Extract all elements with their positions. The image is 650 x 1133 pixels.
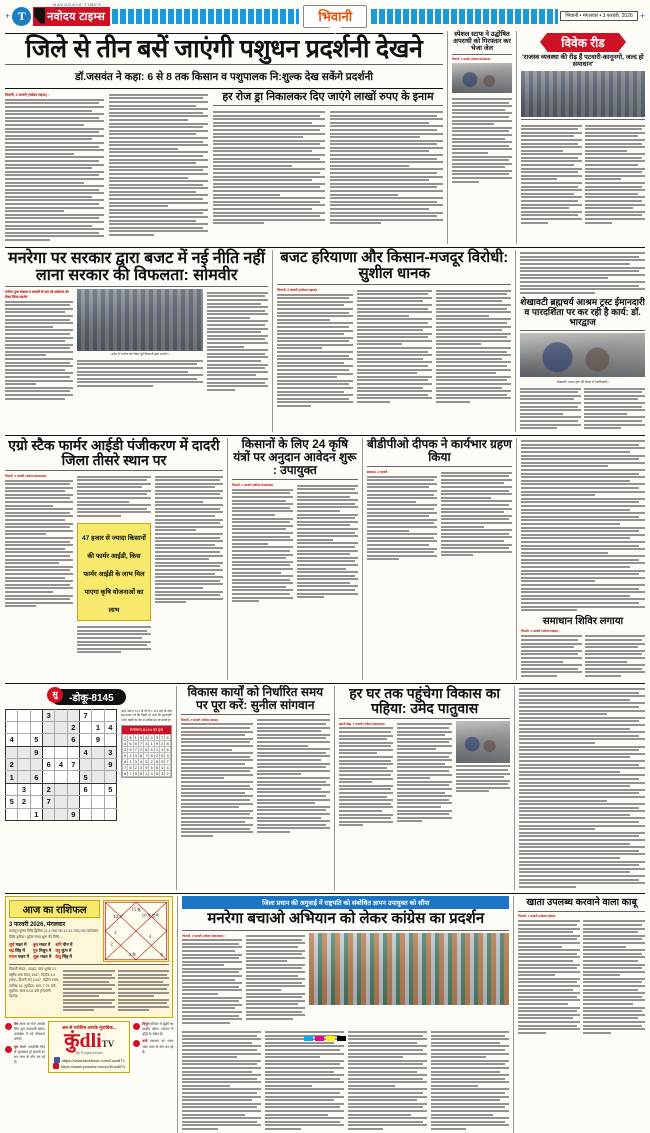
solution-cell: 4	[166, 765, 169, 771]
solution-cell: 8	[139, 771, 143, 777]
bdpo-headline: बीडीपीओ दीपक ने कार्यभार ग्रहण किया	[367, 436, 512, 464]
vivek-reed-flag-label: विवेक रीड	[547, 33, 618, 52]
brand-nameplate	[33, 1, 110, 26]
samadhan-byline: भिवानी, 2 फरवरी (नवोदय टाइम्स) :	[521, 628, 560, 633]
rashi-text: वृष किसी नजदीकी मित्र से मुलाकात हो सकती है। धन लाभ के योग बन रहे हैं।	[14, 1044, 45, 1064]
masthead	[5, 3, 645, 29]
rashi-item	[5, 1044, 45, 1066]
solution-cell: 1	[145, 771, 148, 777]
ad-youtube-link[interactable]: https://www.youtube.com/c/KundliTv	[52, 1063, 126, 1069]
solution-cell: 7	[124, 765, 127, 771]
horoscope-planets	[9, 940, 100, 960]
solution-row	[123, 765, 171, 771]
sudoku-cell[interactable]: 1	[6, 771, 18, 783]
yellow-callout-box	[77, 523, 151, 621]
bottom-main-story	[182, 896, 509, 1132]
svg-text:11 सू: 11 सू	[131, 907, 141, 912]
solution-cell: 9	[139, 735, 143, 741]
lead-body-col-1	[5, 91, 104, 243]
sudoku-cell[interactable]: 5	[6, 796, 18, 808]
edition-tab[interactable]	[303, 5, 367, 28]
solution-cell: 1	[155, 747, 159, 753]
har-ghar-photo	[456, 721, 511, 763]
decorative-bar-right	[371, 9, 558, 24]
special-staff-story	[452, 31, 512, 244]
sudoku-cell[interactable]: 3	[42, 709, 54, 721]
solution-cell: 4	[161, 747, 164, 753]
story-manrega-somveer	[5, 250, 268, 432]
solution-cell: 8	[150, 753, 153, 759]
solution-cell: 9	[124, 753, 127, 759]
sudoku-cell[interactable]: 1	[92, 721, 104, 733]
right-rail-mid	[521, 438, 645, 680]
sudoku-cell[interactable]	[55, 796, 67, 808]
lead-subheadline: डॉ.जसवंत ने कहा: 6 से 8 तक किसान व पशुपालक नि:शुल्क देख सकेंगे प्रदर्शनी	[74, 71, 374, 84]
sudoku-cell[interactable]: 6	[30, 771, 42, 783]
sudoku-cell[interactable]	[18, 771, 30, 783]
solution-cell: 3	[139, 765, 143, 771]
lead-body-col-2	[109, 91, 208, 243]
sudoku-cell[interactable]	[67, 709, 79, 721]
solution-cell: 6	[124, 771, 127, 777]
solution-cell: 5	[166, 735, 169, 741]
sudoku-cell[interactable]	[79, 734, 91, 746]
sudoku-cell[interactable]: 3	[18, 783, 30, 795]
story-agristack	[5, 438, 223, 680]
special-staff-headline: स्पेशल स्टाफ ने उद्घोषित अपराधी को गिरफ्तार कर भेजा जेल	[452, 31, 511, 53]
cmyk-cyan	[304, 1036, 313, 1041]
sudoku-cell[interactable]	[79, 808, 91, 820]
cmyk-black	[337, 1036, 346, 1041]
solution-cell: 1	[134, 735, 137, 741]
solution-cell: 9	[155, 741, 159, 747]
manrega-photo-caption: प्रदेश में मनरेगा को लेकर पूर्व किसानों द्वारा प्रदर्शन।	[111, 352, 169, 357]
sudoku-cell[interactable]	[79, 721, 91, 733]
agristack-byline: भिवानी, 2 फरवरी (नवोदय संवाददाता):	[5, 473, 48, 478]
rashi-item	[133, 1021, 173, 1038]
bottom-banner-headline: मनरेगा बचाओ अभियान को लेकर कांग्रेस का प्रदर्शन	[207, 910, 485, 928]
sudoku-cell[interactable]	[30, 721, 42, 733]
sudoku-cell[interactable]: 6	[67, 734, 79, 746]
khata-byline: भिवानी, 2 फरवरी (नवोदय टाइम्स):	[518, 913, 557, 918]
rashi-item	[5, 1021, 45, 1043]
solution-cell: 5	[161, 753, 164, 759]
krishi-headline: किसानों के लिए 24 कृषि यंत्रों पर अनुदान आवेदन शुरू : उपायुक्त	[233, 436, 357, 478]
solution-cell: 4	[150, 735, 153, 741]
ad-tagline: अब से ज्योतिष आपके मुताबिक...	[61, 1025, 117, 1031]
decorative-bar-left	[112, 9, 299, 24]
sudoku-solution-box	[121, 725, 172, 778]
sudoku-cell[interactable]	[67, 771, 79, 783]
sudoku-cell[interactable]	[55, 721, 67, 733]
solution-cell: 2	[161, 741, 164, 747]
sudoku-cell[interactable]	[6, 783, 18, 795]
sudoku-cell[interactable]: 9	[67, 808, 79, 820]
shekhawati-photo	[520, 333, 645, 377]
solution-cell: 1	[150, 741, 153, 747]
bdpo-byline: बाडापाउ, 2 फरवरी :	[366, 470, 389, 475]
solution-cell: 5	[145, 759, 148, 765]
lead-byline: भिवानी, 2 फरवरी (नवोदय टाइम्स) :	[5, 93, 49, 98]
kundli-chart-diagram	[103, 900, 169, 962]
lead-story-block	[5, 31, 443, 244]
youtube-icon	[53, 1063, 59, 1069]
cmyk-magenta	[315, 1036, 324, 1041]
solution-cell: 3	[161, 771, 164, 777]
rashi-text: मिथुन परिवार में खुशी का माहौल रहेगा। व्यापार में वृद्धि के संकेत हैं।	[142, 1022, 174, 1037]
sudoku-cell[interactable]	[104, 808, 116, 820]
solution-cell: 5	[150, 747, 153, 753]
solution-cell: 4	[134, 753, 137, 759]
solution-cell: 6	[129, 741, 132, 747]
solution-cell: 6	[166, 747, 169, 753]
samadhan-headline: समाधान शिविर लगाया	[542, 615, 624, 627]
sudoku-cell[interactable]: 7	[67, 759, 79, 771]
solution-cell: 2	[124, 735, 127, 741]
sudoku-cell[interactable]	[55, 709, 67, 721]
kundli-tv-ad[interactable]	[48, 1021, 130, 1073]
sudoku-solution-grid	[122, 734, 171, 777]
story-krishi-yantra	[232, 438, 358, 680]
yellow-callout-text: 47 हजार से ज्यादा किसानों की फार्मर आईडी, किस फार्मर आईडी के लाभ मिल पाएगा कृषि योजनाओं का लाभ	[82, 534, 146, 614]
sudoku-cell[interactable]	[30, 783, 42, 795]
solution-cell: 3	[166, 753, 169, 759]
planet-budh: बुध मकर में गुरु मिथुन में शुक्र मकर में	[32, 942, 52, 960]
budget-byline: भिवानी, 2 फरवरी (नवोदय टाइम्स) :	[277, 287, 319, 292]
sudoku-cell[interactable]	[42, 721, 54, 733]
solution-cell: 9	[161, 759, 164, 765]
vivek-reed-headline: 'राजस्व व्यवस्था की रीढ़ हैं पटवारी-कानूनगो, जल्द हो समाधान'	[522, 54, 644, 69]
solution-cell: 6	[150, 765, 153, 771]
sudoku-cell[interactable]	[55, 734, 67, 746]
sudoku-cell[interactable]	[92, 709, 104, 721]
solution-cell: 8	[145, 747, 148, 753]
solution-cell: 9	[134, 771, 137, 777]
solution-cell: 8	[166, 741, 169, 747]
sudoku-cell[interactable]	[6, 721, 18, 733]
sudoku-cell[interactable]	[6, 808, 18, 820]
sudoku-cell[interactable]	[18, 721, 30, 733]
sudoku-cell[interactable]: 4	[55, 759, 67, 771]
sudoku-row	[6, 783, 117, 795]
solution-row	[123, 741, 171, 747]
solution-cell: 7	[166, 759, 169, 765]
sudoku-cell[interactable]	[18, 709, 30, 721]
manrega-photo	[77, 289, 203, 351]
solution-cell: 3	[134, 759, 137, 765]
rashi-text: मेष आज का दिन आपके लिए शुभ फलदायी रहेगा। कार्यक्षेत्र में नई योजनाएं बनेंगी।	[14, 1022, 45, 1042]
shekhawati-headline: शेखावटी ब्रह्मचर्य आश्रम ट्रस्ट ईमानदारी व पारदर्शिता पर कर रही है कार्य: डॉ. भारद्वाज	[520, 297, 645, 328]
sudoku-note: आड़े, खड़े व 3×3 के वर्ग में 1 से 9 तक के अंक इस प्रकार भरें कि किसी भी अंक की पुनरावृत्ति न हो। पहेली के एक से अधिक हल हो सकते हैं।	[121, 708, 172, 722]
kundli-tv-logo: कुंdliTV	[64, 1030, 115, 1053]
svg-text:10 गु शु मं: 10 गु शु मं	[141, 913, 159, 918]
horoscope-panchang: फाल्गुन कृष्ण तिथि द्वितीया (3-4 मध्य रात 12.41 तक) तथा तदोपरांत तिथि तृतीया। चुडैल समय शुरू की तिथि :-	[9, 929, 99, 939]
publisher-logo-icon: T	[12, 7, 31, 26]
solution-cell: 2	[166, 771, 169, 777]
brand-subtitle: NAVODAYA TIMES	[53, 1, 102, 7]
planet-surya: सूर्य मकर में चंद्र सिंह में मंगल मकर में	[9, 942, 29, 960]
solution-cell: 7	[139, 741, 143, 747]
sudoku-cell[interactable]	[67, 796, 79, 808]
sudoku-cell[interactable]	[42, 746, 54, 758]
sudoku-row	[6, 709, 117, 721]
aries-icon	[5, 1023, 12, 1030]
manrega-headline: मनरेगा पर सरकार द्वारा बजट में नई नीति नहीं लाना सरकार की विफलता: सोमवीर	[8, 249, 266, 284]
sudoku-cell[interactable]	[18, 759, 30, 771]
sudoku-row	[6, 759, 117, 771]
sudoku-cell[interactable]: 4	[79, 746, 91, 758]
brand-title: नवोदय टाइम्स	[47, 10, 106, 23]
sudoku-cell[interactable]	[55, 746, 67, 758]
solution-cell: 7	[129, 771, 132, 777]
rashi-item	[133, 1038, 173, 1055]
sudoku-cell[interactable]	[6, 746, 18, 758]
shekhawati-photo-caption: शेखावटी आश्रम ट्रस्ट की बैठक में पदाधिकारी।	[556, 379, 609, 384]
sudoku-cell[interactable]: 2	[18, 796, 30, 808]
sudoku-grid[interactable]	[5, 709, 117, 822]
solution-cell: 6	[145, 735, 148, 741]
sudoku-cell[interactable]	[104, 771, 116, 783]
solution-cell: 1	[129, 753, 132, 759]
krishi-byline: भिवानी, 2 फरवरी (नवोदय संवाददाता):	[231, 483, 275, 488]
solution-cell: 6	[139, 753, 143, 759]
sudoku-cell[interactable]	[42, 771, 54, 783]
solution-cell: 1	[161, 765, 164, 771]
story-budget-sushil	[277, 250, 511, 432]
sudoku-cell[interactable]: 9	[104, 759, 116, 771]
solution-cell: 4	[124, 741, 127, 747]
sudoku-cell[interactable]	[55, 783, 67, 795]
solution-cell: 1	[129, 759, 132, 765]
svg-text:1: 1	[114, 930, 118, 936]
sudoku-cell[interactable]	[92, 771, 104, 783]
horoscope-date: 3 फरवरी 2026, मंगलवार	[9, 922, 66, 929]
solution-cell: 2	[134, 765, 137, 771]
sudoku-row	[6, 721, 117, 733]
registration-mark-right: +	[639, 10, 645, 21]
sudoku-cell[interactable]	[30, 796, 42, 808]
sudoku-cell[interactable]	[55, 771, 67, 783]
edition-label: भिवानी	[318, 8, 353, 24]
har-ghar-byline: बवानी खेड़ा, 2 फरवरी (नवोदय संवाददाता):	[338, 721, 386, 726]
sudoku-cell[interactable]: 4	[104, 721, 116, 733]
sudoku-cell[interactable]	[67, 746, 79, 758]
sudoku-cell[interactable]: 9	[92, 734, 104, 746]
manrega-kicker: मनरेगा दुग्ध बकाया व चावलों के चल रहे आंदोलन को लेकर किया प्रदर्शन	[5, 290, 69, 299]
solution-cell: 7	[161, 735, 164, 741]
story-shekhawati-trust	[520, 250, 645, 432]
svg-text:2: 2	[110, 941, 114, 947]
cmyk-registration-marks	[304, 1036, 346, 1041]
solution-cell: 4	[139, 759, 143, 765]
solution-cell: 7	[134, 747, 137, 753]
sudoku-cell[interactable]: 2	[67, 721, 79, 733]
solution-cell: 2	[150, 759, 153, 765]
sudoku-cell[interactable]: 6	[42, 759, 54, 771]
solution-cell: 5	[129, 765, 132, 771]
solution-cell: 3	[155, 735, 159, 741]
solution-cell: 2	[155, 753, 159, 759]
sudoku-row	[6, 808, 117, 820]
vivek-reed-photo	[521, 71, 645, 117]
dateline: भिवानी • मंगलवार • 3 फरवरी, 2026	[560, 11, 637, 21]
sudoku-row	[6, 771, 117, 783]
sudoku-cell[interactable]	[79, 796, 91, 808]
sudoku-cell[interactable]: 5	[30, 734, 42, 746]
sudoku-cell[interactable]: 9	[30, 746, 42, 758]
story-vikas-karya	[181, 686, 330, 891]
planet-shani: शनि मीन में राहु कुंभ में केतु सिंह में	[55, 942, 73, 960]
budget-headline: बजट हरियाणा और किसान-मजदूर विरोधी: सुशील धानक	[280, 248, 509, 282]
taurus-icon	[5, 1046, 12, 1053]
vivek-reed-banner	[521, 33, 645, 52]
rashi-text: कर्क स्वास्थ्य का ध्यान रखें। यात्रा के योग बन रहे हैं।	[142, 1039, 174, 1054]
registration-mark-left: +	[5, 10, 11, 21]
story-bdpo-deepak	[367, 438, 512, 680]
sudoku-cell[interactable]	[104, 709, 116, 721]
sudoku-cell[interactable]	[18, 808, 30, 820]
right-rail-lower	[519, 686, 645, 891]
sudoku-cell[interactable]	[30, 709, 42, 721]
solution-cell: 8	[129, 735, 132, 741]
sudoku-cell[interactable]	[104, 796, 116, 808]
svg-text:4: 4	[149, 934, 152, 940]
ad-logo-sub: By Punjab Kesari	[75, 1051, 103, 1056]
solution-row	[123, 747, 171, 753]
lead-inset-block	[213, 91, 443, 243]
solution-cell: 3	[124, 747, 127, 753]
sudoku-cell[interactable]: 3	[104, 746, 116, 758]
sudoku-cell[interactable]: 7	[42, 796, 54, 808]
solution-cell: 3	[145, 741, 148, 747]
bottom-byline: भिवानी, 2 फरवरी (नवोदय संवाददाता) :	[182, 933, 226, 938]
bottom-banner-kicker: जिला प्रधान की अगुवाई में राष्ट्रपति को संबोधित ज्ञापन उपायुक्त को सौंपा	[182, 896, 509, 909]
svg-text:5: 5	[160, 952, 164, 958]
ad-facebook-link[interactable]: https://www.facebook.com/KundliTv	[52, 1057, 126, 1063]
vikas-byline: भिवानी, 2 फरवरी (नवोदय टाइम्स):	[180, 717, 219, 722]
sudoku-cell[interactable]: 1	[30, 808, 42, 820]
sudoku-cell[interactable]: 7	[79, 709, 91, 721]
solution-cell: 6	[155, 759, 159, 765]
solution-cell: 9	[129, 747, 132, 753]
vikas-headline: विकास कार्यों को निर्धारित समय पर पूरा करें: सुनील सांगवान	[187, 684, 324, 712]
sudoku-badge-icon: सु	[47, 687, 63, 703]
sudoku-cell[interactable]	[92, 759, 104, 771]
special-staff-byline: भिवानी, 2 फरवरी (नवोदय संवाददाता):	[451, 57, 492, 62]
sudoku-cell[interactable]	[92, 808, 104, 820]
sudoku-cell[interactable]	[30, 759, 42, 771]
lead-inset-headline: हर रोज ड्रा निकालकर दिए जाएंगे लाखों रुपए के इनाम	[222, 91, 434, 104]
solution-cell: 8	[155, 765, 159, 771]
right-rail-bottom	[518, 896, 645, 1132]
cancer-icon	[133, 1040, 140, 1047]
svg-text:12 चं: 12 चं	[113, 914, 123, 920]
sudoku-cell[interactable]	[55, 808, 67, 820]
congress-protest-photo	[309, 933, 509, 1005]
cmyk-yellow	[326, 1036, 335, 1041]
sudoku-cell[interactable]	[92, 796, 104, 808]
solution-cell: 8	[124, 759, 127, 765]
right-rail	[521, 31, 645, 244]
sudoku-row	[6, 734, 117, 746]
sudoku-cell[interactable]	[42, 808, 54, 820]
khata-headline: खाता उपलब्ध करवाने वाला काबू	[526, 897, 637, 909]
gemini-icon	[133, 1023, 140, 1030]
solution-cell: 7	[145, 753, 148, 759]
sudoku-cell[interactable]	[18, 746, 30, 758]
sudoku-cell[interactable]	[79, 759, 91, 771]
solution-row	[123, 771, 171, 777]
har-ghar-headline: हर घर तक पहुंचेगा विकास का पहिया: उमेद पातुवास	[349, 684, 501, 716]
svg-text:3 के: 3 के	[128, 952, 137, 958]
horoscope-detail: विक्रमी संवत् : 2082, माघ शुक्ल 21, राष्ट्रीय शक संवत् 1947, दिनांक 14 (माघ), हिजरी सन् 1447, महीना रजब, तारीख 14, सूर्योदय: प्रात: 7.21 बजे, सूर्यास्त: सायं 6.02 बजे (भिवानी देहात)।	[9, 967, 60, 999]
sudoku-cell[interactable]: 2	[6, 759, 18, 771]
sudoku-cell[interactable]: 4	[6, 734, 18, 746]
solution-cell: 5	[155, 771, 159, 777]
sudoku-cell[interactable]	[67, 783, 79, 795]
solution-cell: 3	[150, 771, 153, 777]
sudoku-cell[interactable]	[42, 734, 54, 746]
solution-row	[123, 735, 171, 741]
sudoku-cell[interactable]	[6, 709, 18, 721]
sudoku-cell[interactable]: 5	[104, 783, 116, 795]
sudoku-cell[interactable]	[104, 734, 116, 746]
sudoku-cell[interactable]: 6	[79, 783, 91, 795]
sudoku-solution-title: समाधान-8144 का हल	[122, 726, 171, 734]
sudoku-block	[5, 686, 172, 891]
special-staff-photo	[452, 63, 512, 93]
sudoku-cell[interactable]	[92, 746, 104, 758]
horoscope-block	[5, 896, 173, 1132]
story-har-ghar-vikas	[339, 686, 511, 891]
solution-row	[123, 753, 171, 759]
solution-cell: 2	[139, 747, 143, 753]
sudoku-cell[interactable]: 2	[42, 783, 54, 795]
sudoku-title-pill	[51, 689, 126, 705]
sudoku-cell[interactable]	[92, 783, 104, 795]
solution-cell: 5	[134, 741, 137, 747]
solution-cell: 9	[145, 765, 148, 771]
sudoku-cell[interactable]: 5	[79, 771, 91, 783]
agristack-headline: एग्रो स्टैक फार्मर आईडी पंजीकरण में दादरी जिला तीसरे स्थान पर	[8, 436, 220, 468]
sudoku-row	[6, 746, 117, 758]
solution-row	[123, 759, 171, 765]
sudoku-row	[6, 796, 117, 808]
sudoku-cell[interactable]	[18, 734, 30, 746]
sudoku-title: -डोकू-8145	[69, 692, 114, 704]
lead-headline: जिले से तीन बसें जाएंगी पशुधन प्रदर्शनी देखने	[25, 35, 423, 63]
horoscope-title: आज का राशिफल	[9, 900, 100, 918]
